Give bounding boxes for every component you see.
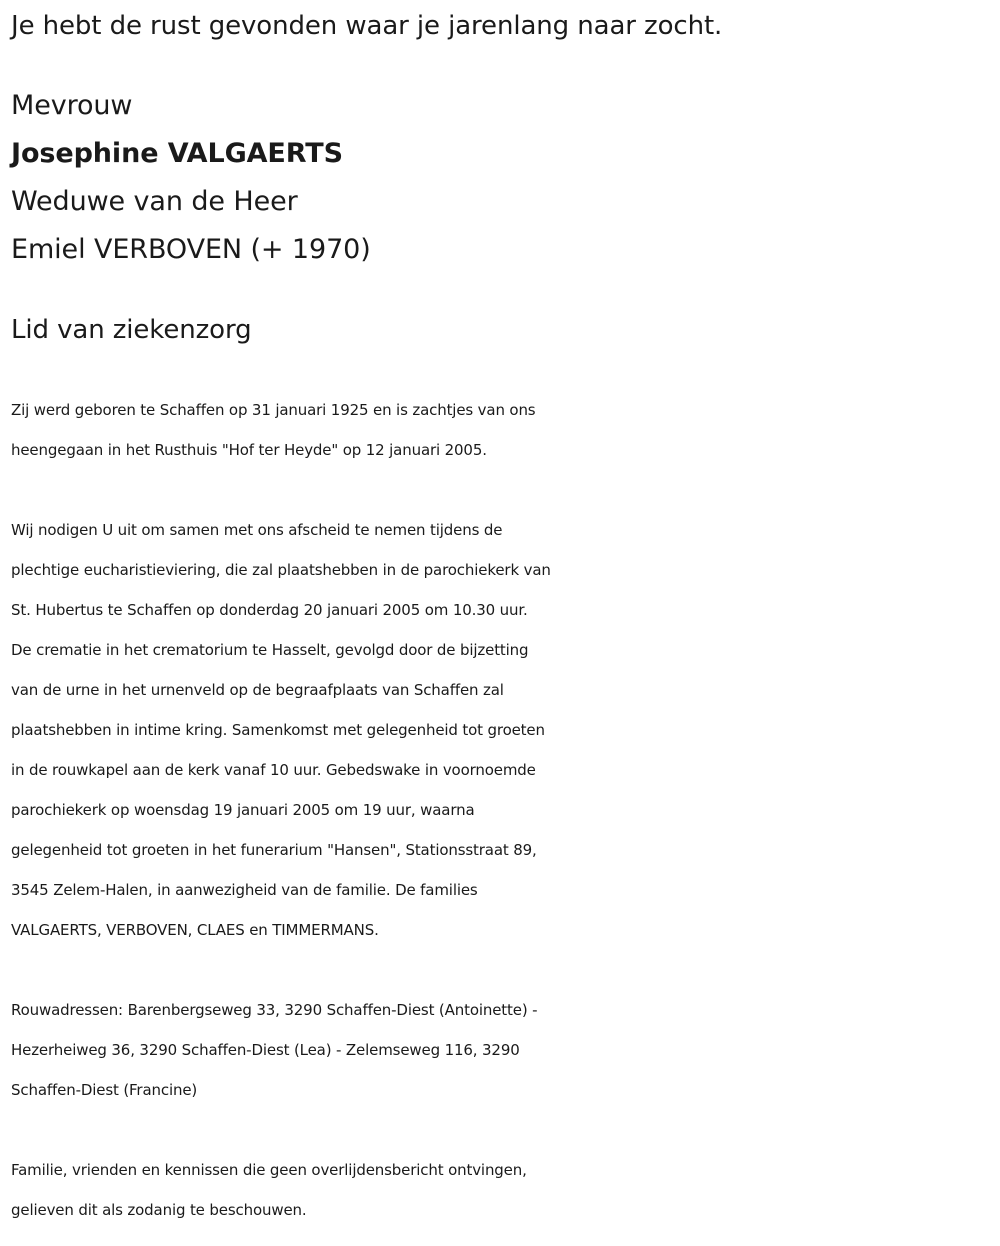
spouse-line-1: Weduwe van de Heer [11,186,298,217]
membership-text: Lid van ziekenzorg [11,315,252,345]
paragraph-line: parochiekerk op woensdag 19 januari 2005 om 19 uur, waarna [11,801,475,819]
salutation: Mevrouw [11,90,133,121]
paragraph-line: St. Hubertus te Schaffen op donderdag 20 januari 2005 om 10.30 uur. [11,601,528,619]
paragraph-line: VALGAERTS, VERBOVEN, CLAES en TIMMERMANS. [11,921,379,939]
paragraph-line: Familie, vrienden en kennissen die geen overlijdensbericht ontvingen, [11,1161,527,1179]
deceased-name: Josephine VALGAERTS [11,138,343,169]
paragraph-line: Zij werd geboren te Schaffen op 31 januari 1925 en is zachtjes van ons [11,401,536,419]
paragraph-line: Hezerheiweg 36, 3290 Schaffen-Diest (Lea) - Zelemseweg 116, 3290 [11,1041,520,1059]
paragraph-line: 3545 Zelem-Halen, in aanwezigheid van de familie. De families [11,881,478,899]
motto-text: Je hebt de rust gevonden waar je jarenlang naar zocht. [11,11,723,41]
paragraph-line: heengegaan in het Rusthuis "Hof ter Heyde" op 12 januari 2005. [11,441,487,459]
paragraph-line: De crematie in het crematorium te Hasselt, gevolgd door de bijzetting [11,641,529,659]
birth-death-paragraph [11,390,991,470]
paragraph-line: Wij nodigen U uit om samen met ons afscheid te nemen tijdens de [11,521,503,539]
paragraph-line: Schaffen-Diest (Francine) [11,1081,198,1099]
paragraph-line: plechtige eucharistieviering, die zal plaatshebben in de parochiekerk van [11,561,551,579]
paragraph-line: gelieven dit als zodanig te beschouwen. [11,1201,307,1219]
ceremony-paragraph [11,510,991,950]
closing-paragraph [11,1150,991,1230]
paragraph-line: Rouwadressen: Barenbergseweg 33, 3290 Schaffen-Diest (Antoinette) - [11,1001,538,1019]
paragraph-line: plaatshebben in intime kring. Samenkomst met gelegenheid tot groeten [11,721,545,739]
addresses-paragraph [11,990,991,1110]
spouse-line-2: Emiel VERBOVEN (+ 1970) [11,234,371,265]
paragraph-line: van de urne in het urnenveld op de begraafplaats van Schaffen zal [11,681,504,699]
paragraph-line: gelegenheid tot groeten in het funerarium "Hansen", Stationsstraat 89, [11,841,537,859]
paragraph-line: in de rouwkapel aan de kerk vanaf 10 uur. Gebedswake in voornoemde [11,761,536,779]
